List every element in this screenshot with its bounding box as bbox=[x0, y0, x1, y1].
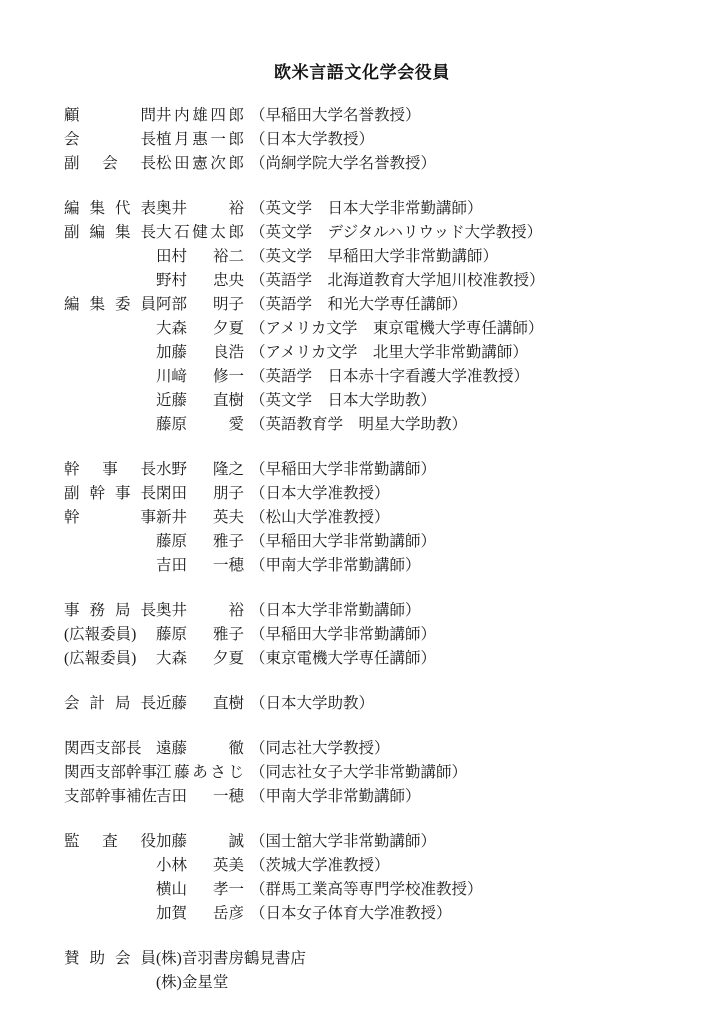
roster-row bbox=[64, 128, 704, 152]
roster-row bbox=[64, 692, 704, 716]
affiliation: （英文学 デジタルハリウッド大学教授） bbox=[250, 224, 543, 241]
affiliation: （日本女子体育大学准教授） bbox=[250, 905, 452, 922]
roster-row bbox=[64, 902, 704, 926]
person-name: 植 月 惠 一 郎 bbox=[156, 131, 244, 148]
person-name: 小林 英美 bbox=[156, 857, 244, 874]
role-label: 関西支部幹事 bbox=[64, 764, 158, 781]
role-label: 賛 助 会 員 bbox=[64, 950, 156, 967]
role-label: 監 査 役 bbox=[64, 833, 156, 850]
role-label bbox=[64, 554, 156, 578]
affiliation: （英文学 早稲田大学非常勤講師） bbox=[250, 248, 499, 265]
affiliation: （日本大学非常勤講師） bbox=[250, 602, 421, 619]
role-label: 幹 事 長 bbox=[64, 461, 156, 478]
person-name: 阿部 明子 bbox=[156, 296, 244, 313]
page-title: 欧米言語文化学会役員 bbox=[274, 63, 450, 83]
roster-row bbox=[64, 269, 704, 293]
roster-group-officers bbox=[64, 104, 704, 176]
affiliation: （甲南大学非常勤講師） bbox=[250, 557, 421, 574]
role-label bbox=[64, 269, 156, 293]
affiliation: （英語学 日本赤十字看護大学准教授） bbox=[250, 368, 530, 385]
affiliation: （早稲田大学非常勤講師） bbox=[250, 461, 437, 478]
affiliation: （日本大学助教） bbox=[250, 695, 375, 712]
roster-row bbox=[64, 971, 704, 995]
roster-group-office bbox=[64, 599, 704, 671]
roster-row bbox=[64, 854, 704, 878]
person-name: 大 石 健 太 郎 bbox=[156, 224, 244, 241]
role-label: 関西支部長 bbox=[64, 740, 142, 757]
person-name: 吉田 一穂 bbox=[156, 788, 244, 805]
affiliation: （英語教育学 明星大学助教） bbox=[250, 416, 468, 433]
affiliation: （英語学 北海道教育大学旭川校准教授） bbox=[250, 272, 545, 289]
person-name: 大森 夕夏 bbox=[156, 320, 244, 337]
affiliation: （早稲田大学非常勤講師） bbox=[250, 533, 437, 550]
affiliation: （同志社女子大学非常勤講師） bbox=[250, 764, 468, 781]
role-label: 顧 問 bbox=[64, 107, 156, 124]
role-label: 編 集 代 表 bbox=[64, 200, 156, 217]
person-name: 藤原 愛 bbox=[156, 416, 244, 433]
person-name: 井 内 雄 四 郎 bbox=[156, 107, 244, 124]
role-label: 幹 事 bbox=[64, 509, 156, 526]
role-label: 副 会 長 bbox=[64, 155, 156, 172]
person-name: 奥井 裕 bbox=[156, 602, 244, 619]
person-name: 川﨑 修一 bbox=[156, 368, 244, 385]
role-label bbox=[64, 854, 156, 878]
roster-row bbox=[64, 104, 704, 128]
roster-row bbox=[64, 365, 704, 389]
person-name: 横山 孝一 bbox=[156, 881, 244, 898]
affiliation: （英語学 和光大学専任講師） bbox=[250, 296, 468, 313]
role-label bbox=[64, 878, 156, 902]
roster-row bbox=[64, 554, 704, 578]
role-label: (広報委員) bbox=[64, 650, 137, 667]
person-name: 奥井 裕 bbox=[156, 200, 244, 217]
roster-row bbox=[64, 293, 704, 317]
role-label bbox=[64, 530, 156, 554]
role-label: 支部幹事補佐 bbox=[64, 788, 158, 805]
affiliation: （早稲田大学非常勤講師） bbox=[250, 626, 437, 643]
affiliation: （日本大学准教授） bbox=[250, 485, 390, 502]
roster-row bbox=[64, 482, 704, 506]
role-label: 会 長 bbox=[64, 131, 156, 148]
roster-row bbox=[64, 341, 704, 365]
role-label: 会 計 局 長 bbox=[64, 695, 156, 712]
affiliation: （英文学 日本大学非常勤講師） bbox=[250, 200, 483, 217]
person-name: 閑田 朋子 bbox=[156, 485, 244, 502]
role-label bbox=[64, 389, 156, 413]
roster-group-kansai bbox=[64, 737, 704, 809]
person-name: 野村 忠央 bbox=[156, 272, 244, 289]
affiliation: （アメリカ文学 東京電機大学専任講師） bbox=[250, 320, 544, 337]
roster-row bbox=[64, 761, 704, 785]
affiliation: （同志社大学教授） bbox=[250, 740, 390, 757]
affiliation: （甲南大学非常勤講師） bbox=[250, 788, 421, 805]
roster-group-accounting bbox=[64, 692, 704, 716]
role-label: (広報委員) bbox=[64, 626, 137, 643]
affiliation: （早稲田大学名誉教授） bbox=[250, 107, 421, 124]
person-name: 近藤 直樹 bbox=[156, 695, 244, 712]
roster-row bbox=[64, 530, 704, 554]
organization-name: (株)音羽書房鶴見書店 bbox=[156, 950, 306, 967]
affiliation: （尚絅学院大学名誉教授） bbox=[250, 155, 437, 172]
affiliation: （群馬工業高等専門学校准教授） bbox=[250, 881, 483, 898]
role-label bbox=[64, 245, 156, 269]
roster-group-secretaries bbox=[64, 458, 704, 578]
role-label bbox=[64, 971, 156, 995]
role-label bbox=[64, 317, 156, 341]
roster-row bbox=[64, 245, 704, 269]
person-name: 田村 裕二 bbox=[156, 248, 244, 265]
role-label: 副 編 集 長 bbox=[64, 224, 156, 241]
person-name: 遠藤 徹 bbox=[156, 740, 244, 757]
roster-row bbox=[64, 317, 704, 341]
roster-group-supporting-members bbox=[64, 947, 704, 995]
person-name: 近藤 直樹 bbox=[156, 392, 244, 409]
roster-group-auditors bbox=[64, 830, 704, 926]
role-label bbox=[64, 341, 156, 365]
affiliation: （茨城大学准教授） bbox=[250, 857, 390, 874]
affiliation: （国士舘大学非常勤講師） bbox=[250, 833, 437, 850]
person-name: 加藤 良浩 bbox=[156, 344, 244, 361]
person-name: 加賀 岳彦 bbox=[156, 905, 244, 922]
roster-group-editorial bbox=[64, 197, 704, 437]
roster-row bbox=[64, 197, 704, 221]
role-label: 編 集 委 員 bbox=[64, 296, 156, 313]
officer-roster bbox=[64, 104, 704, 995]
person-name: 江 藤 あ さ じ bbox=[156, 764, 244, 781]
affiliation: （英文学 日本大学助教） bbox=[250, 392, 437, 409]
affiliation: （アメリカ文学 北里大学非常勤講師） bbox=[250, 344, 528, 361]
person-name: 吉田 一穂 bbox=[156, 557, 244, 574]
person-name: 加藤 誠 bbox=[156, 833, 244, 850]
role-label bbox=[64, 365, 156, 389]
person-name: 新井 英夫 bbox=[156, 509, 244, 526]
roster-row bbox=[64, 947, 704, 971]
roster-row bbox=[64, 623, 704, 647]
role-label bbox=[64, 413, 156, 437]
roster-row bbox=[64, 830, 704, 854]
person-name: 水野 隆之 bbox=[156, 461, 244, 478]
roster-row bbox=[64, 737, 704, 761]
organization-name: (株)金星堂 bbox=[156, 974, 229, 991]
person-name: 大森 夕夏 bbox=[156, 650, 244, 667]
affiliation: （日本大学教授） bbox=[250, 131, 375, 148]
person-name: 藤原 雅子 bbox=[156, 533, 244, 550]
roster-row bbox=[64, 413, 704, 437]
roster-row bbox=[64, 221, 704, 245]
roster-row bbox=[64, 647, 704, 671]
roster-row bbox=[64, 878, 704, 902]
roster-row bbox=[64, 152, 704, 176]
affiliation: （東京電機大学専任講師） bbox=[250, 650, 437, 667]
person-name: 松 田 憲 次 郎 bbox=[156, 155, 244, 172]
roster-row bbox=[64, 599, 704, 623]
affiliation: （松山大学准教授） bbox=[250, 509, 390, 526]
role-label bbox=[64, 902, 156, 926]
person-name: 藤原 雅子 bbox=[156, 626, 244, 643]
roster-row bbox=[64, 389, 704, 413]
roster-row bbox=[64, 458, 704, 482]
role-label: 副 幹 事 長 bbox=[64, 485, 156, 502]
roster-row bbox=[64, 785, 704, 809]
role-label: 事 務 局 長 bbox=[64, 602, 156, 619]
roster-row bbox=[64, 506, 704, 530]
